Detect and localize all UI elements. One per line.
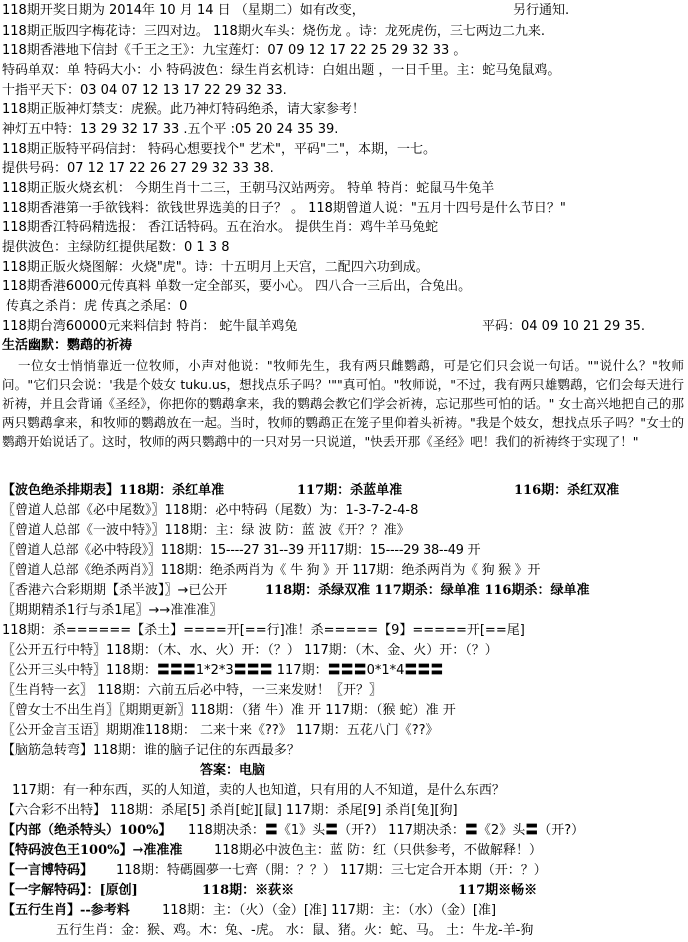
text-line: 118期台湾60000元来料信封 特肖： 蛇牛鼠羊鸡兔 平码：04 09 10 21 29 35. [2, 319, 646, 334]
text-line: 〖期期精杀1行与杀1尾〗→→准准准〗 [2, 603, 223, 618]
text-line: 〖曾女士不出生肖〗〖期期更新〗118期：（猪 牛）准 开 117期：（猴 蛇）准 开 [2, 703, 456, 718]
text-line: 提供波色：主绿防红提供尾数：0 1 3 8 [2, 240, 230, 255]
text-line: 【内部（绝杀特头）100%】 118期决杀：〓《1》头〓（开?） 117期决杀：〓《2》头〓（开?） [2, 823, 585, 838]
story-paragraph: 一位女士悄悄靠近一位牧师，小声对他说："牧师先生，我有两只雌鹦鹉，可是它们只会说一句话。""说什么？"牧师问。"它们只会说：'我是个妓女 tuku.us，想找点乐子吗？'""真可怕。"牧师说，"不过，我有两只雄鹦鹉，它们会每天进行祈祷，并且会背诵《圣经》，你把你的鹦鹉拿来，我的鹦鹉会教它们学会祈祷，忘记那些可怕的话。" 女士高兴地把自己的那两只鹦鹉拿来，和牧师的鹦鹉放在一起。当时，牧师的鹦鹉正在笼子里仰着头祈祷。"我是个妓女，想找点乐子吗？"女士的鹦鹉开始说话了。这时，牧师的两只鹦鹉中的一只对另一只说道，"快丢开那《圣经》吧！我们的祈祷终于实现了！" [2, 358, 684, 449]
text-line: 【特码波色王100%】→准准准 118期必中波色主：蓝 防：红（只供参考，不做解释！） [2, 843, 542, 858]
text-line: 118期正版神灯禁支：虎猴。此乃神灯特码绝杀，请大家参考！ [2, 102, 365, 117]
text-line: 〖曾道人总部《一波中特》〗118期：主：绿 波 防：蓝 波《开？？准》 [2, 523, 410, 538]
text-line: 118期正版火烧玄机： 今期生肖十二三，王朝马汉站两旁。 特单 特肖：蛇鼠马牛兔羊 [2, 181, 495, 196]
text-line: 【一言博特码】 118期：特碼圓夢一七齊（開：？？） 117期：三七定合开本期（开：？） [2, 863, 547, 878]
text-line: 神灯五中特：13 29 32 17 33 .五个平 :05 20 24 35 39. [2, 122, 339, 137]
text-line: 提供号码：07 12 17 22 26 27 29 32 33 38. [2, 161, 274, 176]
text-line: 〖公开五行中特〗118期：（木、水、火）开：（？） 117期：（木、金、火）开：（？） [2, 643, 498, 658]
text-line: 【六合彩不出特】 118期：杀尾[5] 杀肖[蛇][鼠] 117期：杀尾[9] 杀肖[兔][狗] [2, 803, 458, 818]
text-line: 【一字解特码】：[原创] 118期：※荻※ 117期※畅※ [2, 883, 538, 898]
text-line: 〖曾道人总部《绝杀两肖》〗118期：绝杀两肖为《 牛 狗 》开 117期：绝杀两肖为《 狗 猴 》开 [2, 563, 541, 578]
text-line: 118期香江特码精选报： 香江话特码。五在治水。 提供生肖：鸡牛羊马兔蛇 [2, 220, 439, 235]
text-line: 〖曾道人总部《必中尾数》〗118期：必中特码（尾数）为：1-3-7-2-4-8 [2, 503, 419, 518]
text-line: 118期正版特平码信封： 特码心想要找个" 艺术"，平码"二"，本期，一七。 [2, 142, 436, 157]
text-line: 〖公开三头中特〗118期：〓〓〓1*2*3〓〓〓 117期：〓〓〓0*1*4〓〓〓 [2, 663, 444, 678]
text-line: 118期香港第一手欲钱料：欲钱世界选美的日子？ 。 118期曾道人说："五月十四号是什么节日？" [2, 201, 566, 216]
text-line: 【五行生肖】--参考料 118期：主：（火）（金）[准] 117期：主：（水）（金）[准] [2, 903, 497, 918]
text-line: 118期开奖日期为 2014年 10 月 14 日 （星期二）如有改变， 另行通知. [2, 3, 570, 18]
text-line: 【脑筋急转弯】118期：谁的脑子记住的东西最多？ [2, 743, 300, 758]
text-line: 118期香港地下信封《千王之王》：九宝莲灯：07 09 12 17 22 25 29 32 33 。 [2, 43, 467, 58]
text-line: 〖曾道人总部《必中特段》〗118期：15----27 31--39 开117期：15----29 38--49 开 [2, 543, 481, 558]
text-line: 118期：杀======【杀土】====开[==行]准！杀=====【9】=====开[==尾] [2, 623, 525, 638]
text-line: 118期香港6000元传真料 单数一定全部买，要小心。 四八合一三后出，合兔出。 [2, 279, 472, 294]
text-line: 〖香港六合彩期期【杀半波】〗→已公开 118期：杀绿双准 117期杀：绿单准 116期杀：绿单准 [2, 583, 590, 598]
text-line: 〖公开金言玉语〗期期准118期： 二来十来《??》 117期：五花八门《??》 [2, 723, 439, 738]
text-line: 117期：有一种东西，买的人知道，卖的人也知道，只有用的人不知道，是什么东西？ [12, 783, 505, 798]
text-line: 特码单双：单 特码大小：小 特码波色：绿生肖玄机诗：白姐出题 ，一日千里。主：蛇马兔鼠鸡。 [2, 63, 561, 78]
text-line: 【波色绝杀排期表】118期：杀红单准 117期：杀蓝单准 116期：杀红双准 [2, 483, 620, 498]
text-line: 118期正版火烧图解：火烧"虎"。诗：十五明月上天宫，二配四六功到成。 [2, 260, 429, 275]
text-line: 五行生肖：金：猴、鸡。木：兔、-虎。 水：鼠、猪。火：蛇、马。 土：牛龙-羊-狗 [56, 923, 534, 938]
text-line: 答案：电脑 [200, 763, 266, 778]
section-heading: 生活幽默：鹦鹉的祈祷 [2, 338, 133, 353]
text-line: 十指平天下：03 04 07 12 13 17 22 29 32 33. [2, 83, 287, 98]
text-line: 118期正版四字梅花诗：三四对边。 118期火车头：烧伤龙 。诗：龙死虎伤，三七两边二九来. [2, 24, 546, 39]
text-line: 传真之杀肖：虎 传真之杀尾：0 [6, 299, 188, 314]
text-line: 〖生肖特一玄〗 118期：六前五后必中特，一三来发财！〖开？〗 [2, 683, 382, 698]
